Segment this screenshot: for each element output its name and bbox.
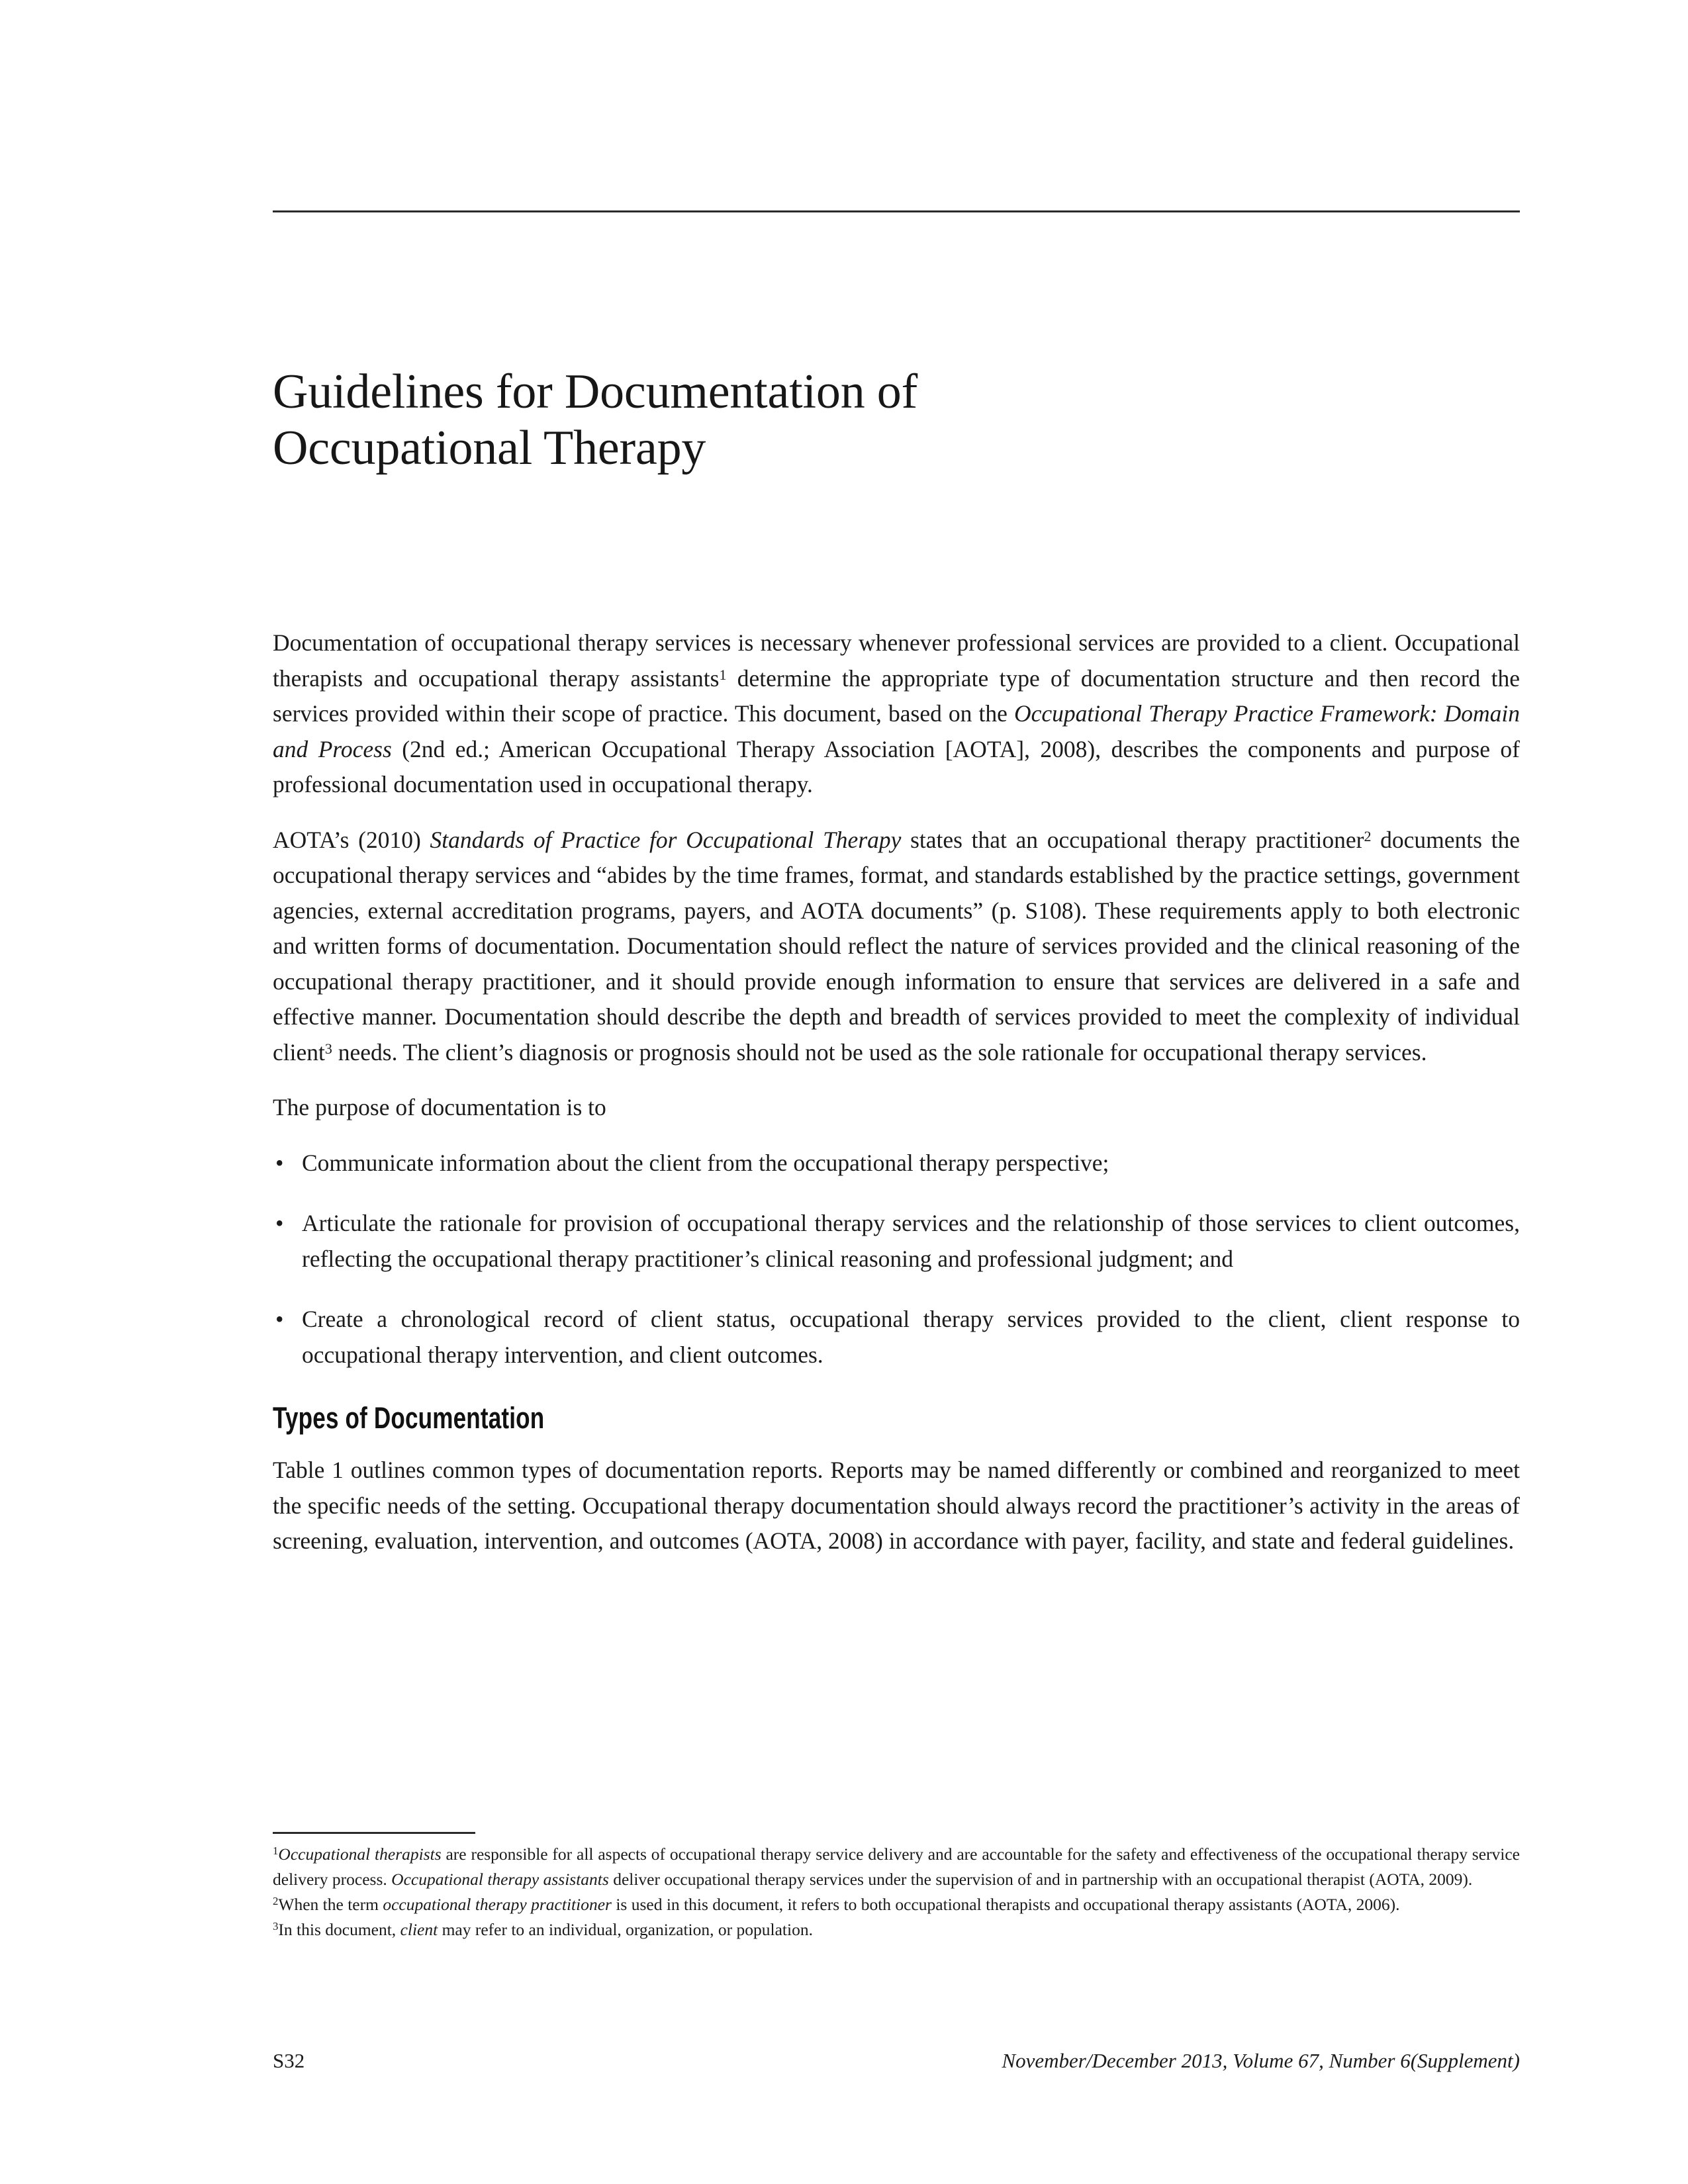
footnote-3-italic-mid: client bbox=[400, 1920, 438, 1939]
paragraph-purpose-lead: The purpose of documentation is to bbox=[273, 1094, 606, 1120]
footnote-2-text-a: When the term bbox=[278, 1895, 383, 1914]
footnote-2-italic-mid: occupational therapy practitioner bbox=[383, 1895, 612, 1914]
footnote-3-text-b: may refer to an individual, organization, or population. bbox=[438, 1920, 813, 1939]
paragraph-standards-part-a: AOTA’s (2010) bbox=[273, 826, 430, 853]
paragraph-intro-part-b: determine the appropriate type of documentation structure and then record the services provided within their scope of practice. This document, based on the bbox=[273, 664, 1520, 727]
paragraph-standards-part-d: needs. The client’s diagnosis or prognosis should not be used as the sole rationale for occupational therapy services. bbox=[332, 1038, 1427, 1066]
list-item bbox=[273, 1206, 1520, 1277]
footnote-1-italic-mid: Occupational therapy assistants bbox=[391, 1870, 609, 1889]
footnote-separator-rule bbox=[273, 1832, 475, 1834]
bullet-icon: • bbox=[275, 1210, 284, 1236]
section-heading-types-of-documentation: Types of Documentation bbox=[273, 1401, 545, 1435]
footnote-ref-1[interactable]: 1 bbox=[719, 666, 727, 683]
bullet-icon: • bbox=[275, 1149, 284, 1176]
bullet-icon: • bbox=[275, 1306, 284, 1332]
paragraph-types-of-documentation: Table 1 outlines common types of documentation reports. Reports may be named differently or combined and reorganized to meet the specific needs of the setting. Occupational therapy documentation should always record the practitioner’s activity in the areas of screening, evaluation, intervention, and outcomes (AOTA, 2008) in accordance with payer, facility, and state and federal guidelines. bbox=[273, 1457, 1520, 1554]
page-title-line-1: Guidelines for Documentation of bbox=[273, 364, 918, 419]
page-title bbox=[273, 364, 1266, 478]
paragraph-standards-part-b: states that an occupational therapy practitioner bbox=[901, 826, 1364, 853]
footnote-1-marker: 1 bbox=[273, 1844, 279, 1857]
body-content bbox=[273, 625, 1520, 1559]
paragraph-intro-part-a: Documentation of occupational therapy services is necessary whenever professional services are provided to a client. Occupational therapists and occupational therapy assistants bbox=[273, 629, 1520, 692]
paragraph-standards bbox=[273, 823, 1520, 1071]
running-footer-citation: November/December 2013, Volume 67, Number 6(Supplement) bbox=[1002, 2049, 1520, 2072]
list-item-text: Communicate information about the client from the occupational therapy perspective; bbox=[302, 1149, 1109, 1176]
list-item bbox=[273, 1146, 1520, 1181]
paragraph-standards-part-c: documents the occupational therapy services and “abides by the time frames, format, and standards established by the practice settings, government agencies, external accreditation programs, payers, and AOTA documents” (p. S108). These requirements apply to both electronic and written forms of documentation. Documentation should reflect the nature of services provided and the clinical reasoning of the occupational therapy practitioner, and it should provide enough information to ensure that services are delivered in a safe and effective manner. Documentation should describe the depth and breadth of services provided to meet the complexity of individual client bbox=[273, 826, 1520, 1066]
footnotes-block bbox=[273, 1832, 1520, 1942]
footnote-3-text-a: In this document, bbox=[278, 1920, 400, 1939]
footnote-2-marker: 2 bbox=[273, 1894, 279, 1907]
page-footer bbox=[273, 2049, 1520, 2073]
footnote-1 bbox=[273, 1842, 1520, 1892]
list-item bbox=[273, 1302, 1520, 1373]
citation-standards-title: Standards of Practice for Occupational Therapy bbox=[430, 826, 902, 853]
list-item-text: Articulate the rationale for provision of occupational therapy services and the relationship of those services to client outcomes, reflecting the occupational therapy practitioner’s clinical reasoning and professional judgment; and bbox=[302, 1210, 1520, 1272]
footnote-1-text-b: deliver occupational therapy services under the supervision of and in partnership with an occupational therapist (AOTA, 2009). bbox=[608, 1870, 1473, 1889]
footnote-2-text-b: is used in this document, it refers to both occupational therapists and occupational therapy assistants (AOTA, 2006). bbox=[611, 1895, 1400, 1914]
footnote-1-italic-lead: Occupational therapists bbox=[278, 1844, 442, 1864]
list-item-text: Create a chronological record of client status, occupational therapy services provided to the client, client response to occupational therapy intervention, and client outcomes. bbox=[302, 1306, 1520, 1368]
citation-framework-title: Occupational Therapy Practice Framework: Domain and Process bbox=[273, 700, 1520, 762]
header-rule bbox=[273, 210, 1520, 212]
footnote-3-marker: 3 bbox=[273, 1919, 279, 1933]
paragraph-intro bbox=[273, 625, 1520, 803]
footnote-3 bbox=[273, 1917, 1520, 1942]
purpose-list bbox=[273, 1146, 1520, 1373]
page-title-line-2: Occupational Therapy bbox=[273, 421, 706, 476]
footnote-ref-3[interactable]: 3 bbox=[324, 1040, 332, 1057]
paragraph-intro-part-c: (2nd ed.; American Occupational Therapy Association [AOTA], 2008), describes the components and purpose of professional documentation used in occupational therapy. bbox=[273, 735, 1521, 797]
footnote-2 bbox=[273, 1892, 1520, 1917]
footnote-ref-2[interactable]: 2 bbox=[1364, 827, 1372, 844]
footnote-1-text-a: are responsible for all aspects of occupational therapy service delivery and are accountable for the safety and effectiveness of the occupational therapy service delivery process. bbox=[273, 1844, 1520, 1889]
page-number: S32 bbox=[273, 2049, 305, 2072]
